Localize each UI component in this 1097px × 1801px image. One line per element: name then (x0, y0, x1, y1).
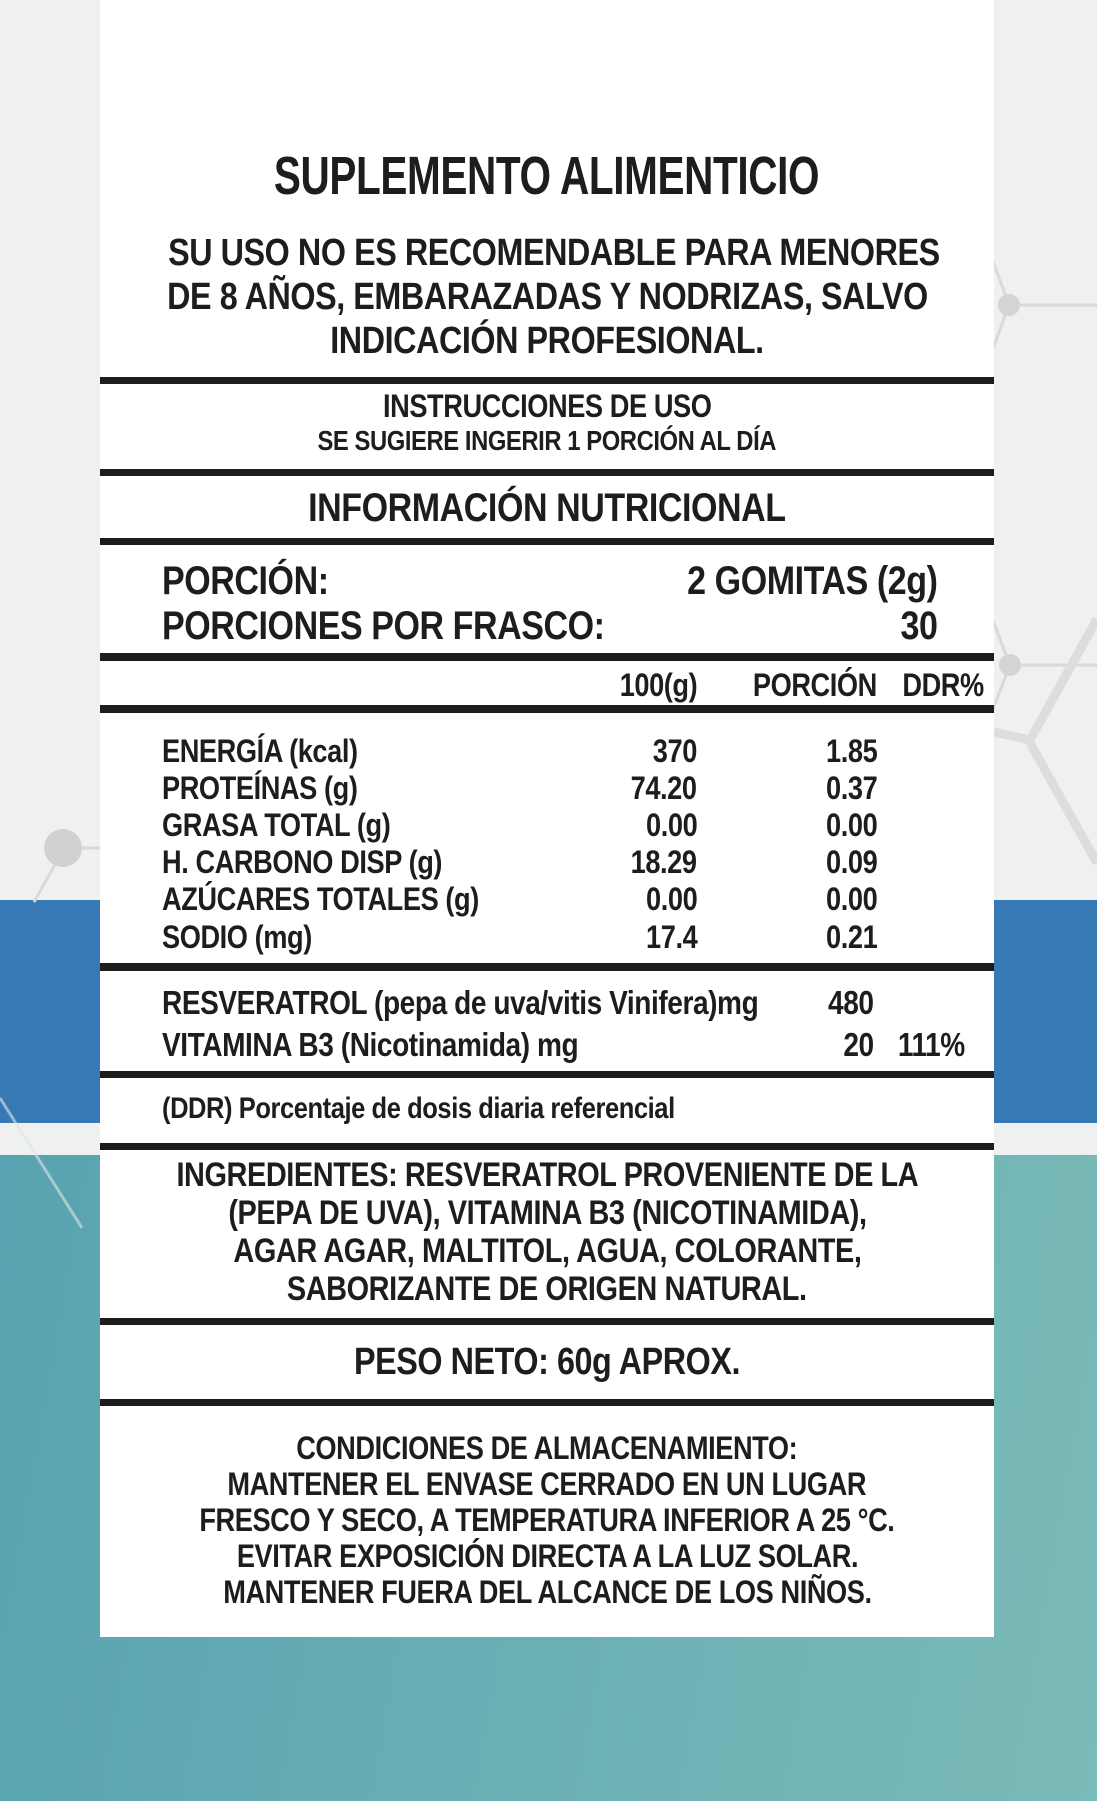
hexagon-outline (1030, 743, 1097, 863)
table-row (100, 844, 994, 881)
instructions-heading-text: INSTRUCCIONES DE USO (382, 388, 712, 424)
nutrient-portion: 0.21 (825, 919, 877, 955)
net-weight-text: PESO NETO: 60g APROX. (354, 1341, 740, 1383)
column-header-ddr: DDR% (902, 667, 984, 703)
molecule-node-circle (44, 829, 82, 867)
ddr-note: (DDR) Porcentaje de dosis diaria referencial (162, 1092, 675, 1125)
instructions-text (100, 425, 994, 457)
divider (100, 1071, 994, 1078)
nutrient-portion: 0.37 (825, 770, 877, 806)
table-row (100, 770, 994, 807)
molecule-bond-line (34, 863, 56, 902)
ingredients-line: AGAR AGAR, MALTITOL, AGUA, COLORANTE, (232, 1232, 862, 1270)
divider (100, 653, 994, 661)
table-row (100, 807, 994, 844)
table-row (100, 919, 994, 956)
page-title (100, 146, 994, 206)
active-portion: 20 (843, 1026, 874, 1063)
molecule-node-circle (999, 654, 1021, 676)
nutrition-heading (100, 486, 994, 530)
nutrient-name: ENERGÍA (kcal) (162, 733, 358, 769)
nutrient-portion: 0.00 (825, 881, 877, 917)
table-header-row (100, 667, 994, 704)
molecule-node-circle (998, 294, 1020, 316)
nutrient-per100: 74.20 (631, 770, 697, 806)
servings-per-container-value: 30 (900, 604, 937, 648)
storage-line: MANTENER EL ENVASE CERRADO EN UN LUGAR (227, 1466, 867, 1502)
nutrient-name: AZÚCARES TOTALES (g) (162, 881, 479, 917)
active-ddr: 111% (898, 1026, 965, 1063)
storage-conditions-text (100, 1430, 994, 1610)
warning-line: SU USO NO ES RECOMENDABLE PARA MENORES (168, 232, 940, 274)
divider (100, 469, 994, 476)
active-portion: 480 (828, 984, 874, 1021)
nutrient-name: H. CARBONO DISP (g) (162, 844, 443, 880)
hexagon-outline (0, 1098, 82, 1228)
active-name: VITAMINA B3 (Nicotinamida) mg (162, 1026, 579, 1063)
portion-label: PORCIÓN: (162, 559, 329, 603)
divider (100, 963, 994, 971)
nutrient-per100: 370 (652, 733, 697, 769)
warning-line: DE 8 AÑOS, EMBARAZADAS Y NODRIZAS, SALVO (167, 276, 928, 318)
divider (100, 377, 994, 384)
nutrient-name: PROTEÍNAS (g) (162, 770, 358, 806)
nutrient-name: GRASA TOTAL (g) (162, 807, 391, 843)
instructions-text-line: SE SUGIERE INGERIR 1 PORCIÓN AL DÍA (317, 425, 777, 456)
column-header-portion: PORCIÓN (753, 667, 877, 703)
nutrient-portion: 0.00 (825, 807, 877, 843)
divider (100, 538, 994, 545)
table-row (100, 1025, 994, 1065)
nutrient-per100: 0.00 (645, 881, 697, 917)
nutrient-per100: 17.4 (645, 919, 697, 955)
servings-per-container-label: PORCIONES POR FRASCO: (162, 604, 605, 648)
ingredients-line: (PEPA DE UVA), VITAMINA B3 (NICOTINAMIDA), (227, 1194, 867, 1232)
nutrient-per100: 0.00 (645, 807, 697, 843)
warning-line: INDICACIÓN PROFESIONAL. (330, 320, 764, 362)
divider (100, 705, 994, 713)
storage-line: EVITAR EXPOSICIÓN DIRECTA A LA LUZ SOLAR. (236, 1538, 858, 1574)
nutrient-per100: 18.29 (631, 844, 697, 880)
nutrient-portion: 0.09 (825, 844, 877, 880)
nutrient-name: SODIO (mg) (162, 919, 312, 955)
product-label-panel (100, 0, 994, 1637)
storage-line: CONDICIONES DE ALMACENAMIENTO: (296, 1430, 798, 1466)
warning-text (100, 231, 994, 363)
hexagon-outline (994, 619, 1097, 740)
divider (100, 1143, 994, 1150)
nutrient-portion: 1.85 (825, 733, 877, 769)
table-row (100, 733, 994, 770)
table-row (100, 881, 994, 918)
storage-line: MANTENER FUERA DEL ALCANCE DE LOS NIÑOS. (222, 1574, 872, 1610)
nutrition-heading-text: INFORMACIÓN NUTRICIONAL (308, 486, 786, 530)
active-name: RESVERATROL (pepa de uva/vitis Vinifera)mg (162, 984, 759, 1021)
net-weight (100, 1340, 994, 1384)
divider (100, 1399, 994, 1406)
portion-value: 2 GOMITAS (2g) (686, 559, 937, 603)
divider (100, 1318, 994, 1325)
storage-line: FRESCO Y SECO, A TEMPERATURA INFERIOR A 25 °C. (199, 1502, 895, 1538)
table-row (100, 983, 994, 1023)
page-title-text: SUPLEMENTO ALIMENTICIO (274, 146, 820, 206)
instructions-heading (100, 389, 994, 423)
column-header-per100: 100(g) (619, 667, 697, 703)
ingredients-line: INGREDIENTES: RESVERATROL PROVENIENTE DE LA (176, 1156, 918, 1194)
ingredients-line: SABORIZANTE DE ORIGEN NATURAL. (287, 1270, 807, 1308)
ingredients-text (100, 1156, 994, 1308)
